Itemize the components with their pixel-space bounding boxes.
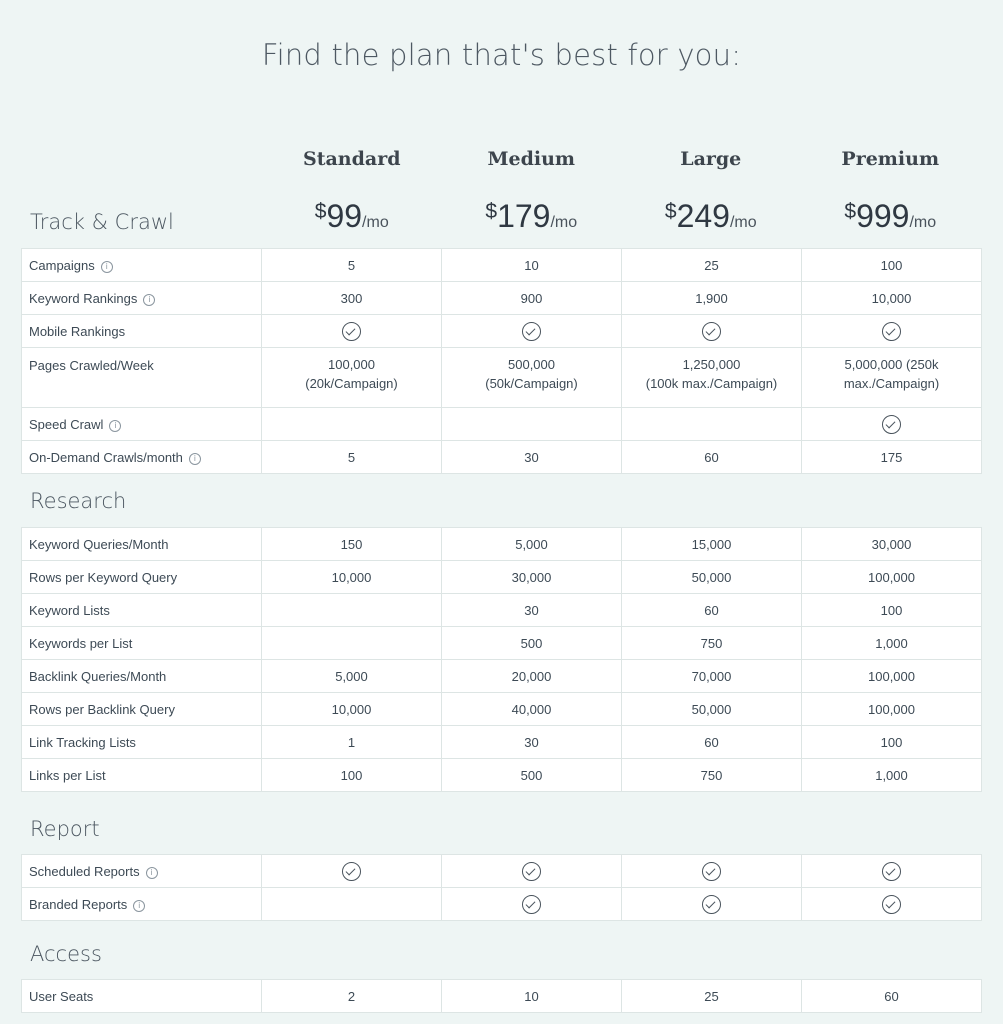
cell-value: 750 <box>700 635 723 651</box>
plan-value-cell <box>442 315 622 348</box>
feature-label-cell <box>22 282 262 315</box>
cell-value: 30,000 <box>871 536 912 552</box>
cell-value-line: (50k/Campaign) <box>485 376 578 391</box>
plan-value-cell <box>802 561 982 594</box>
plan-name: Medium <box>487 148 576 170</box>
table-row <box>22 660 982 693</box>
check-circle-icon <box>702 895 721 914</box>
plan-value-cell <box>442 441 622 474</box>
info-icon[interactable]: i <box>133 900 145 912</box>
currency-symbol: $ <box>314 200 327 223</box>
cell-value-line: 5,000,000 (250k <box>844 357 939 372</box>
table-row <box>22 561 982 594</box>
cell-value-line: (100k max./Campaign) <box>645 376 778 391</box>
table-row <box>22 249 982 282</box>
track-crawl-table <box>21 248 982 474</box>
plan-value-cell <box>262 759 442 792</box>
plan-value-cell <box>442 282 622 315</box>
cell-value: 40,000 <box>511 701 552 717</box>
cell-value: 750 <box>700 767 723 783</box>
plan-value-cell <box>442 348 622 408</box>
feature-label: Rows per Backlink Query <box>29 701 175 717</box>
cell-value: 20,000 <box>511 668 552 684</box>
table-row <box>22 528 982 561</box>
table-row <box>22 980 982 1013</box>
price-amount: 99 <box>326 198 363 234</box>
feature-label: Keywords per List <box>29 635 133 651</box>
cell-value-line: (20k/Campaign) <box>305 376 398 391</box>
cell-value: 60 <box>704 602 719 618</box>
section-title-research: Research <box>30 489 127 513</box>
cell-value: 50,000 <box>691 569 732 585</box>
plan-value-cell <box>802 315 982 348</box>
plan-value-cell <box>622 441 802 474</box>
feature-label-cell <box>22 980 262 1013</box>
feature-label-cell <box>22 693 262 726</box>
check-circle-icon <box>702 322 721 341</box>
feature-label: Keyword Lists <box>29 602 110 618</box>
plan-value-cell <box>802 441 982 474</box>
plan-value-cell <box>622 660 802 693</box>
cell-value: 100,000 <box>868 668 915 684</box>
cell-value: 60 <box>704 449 719 465</box>
cell-value: 50,000 <box>691 701 732 717</box>
plan-value-cell <box>622 561 802 594</box>
table-row <box>22 726 982 759</box>
feature-label: Speed Crawl <box>29 416 104 432</box>
plan-value-cell <box>802 855 982 888</box>
plan-value-cell <box>442 693 622 726</box>
plan-value-cell <box>262 528 442 561</box>
plan-value-cell <box>622 594 802 627</box>
cell-value: 30,000 <box>511 569 552 585</box>
plan-value-cell <box>622 726 802 759</box>
plan-value-cell <box>802 660 982 693</box>
plan-value-cell <box>622 408 802 441</box>
check-circle-icon <box>522 895 541 914</box>
plan-value-cell <box>802 348 982 408</box>
info-icon[interactable]: i <box>189 453 201 465</box>
feature-label-cell <box>22 249 262 282</box>
plan-value-cell <box>442 594 622 627</box>
plan-value-cell <box>442 408 622 441</box>
plan-price <box>442 198 622 235</box>
feature-label-cell <box>22 408 262 441</box>
plan-value-cell <box>262 726 442 759</box>
plan-value-cell <box>442 627 622 660</box>
cell-value: 30 <box>524 449 539 465</box>
plan-value-cell <box>622 348 802 408</box>
plan-value-cell <box>262 282 442 315</box>
cell-value: 100 <box>880 734 903 750</box>
cell-value: 5,000 <box>335 668 368 684</box>
plan-value-cell <box>622 627 802 660</box>
cell-value: 10,000 <box>331 569 372 585</box>
section-title-track-crawl: Track & Crawl <box>30 210 174 234</box>
plan-value-cell <box>802 282 982 315</box>
plan-value-cell <box>262 561 442 594</box>
cell-value: 100,000 <box>868 569 915 585</box>
cell-value: 2 <box>347 988 356 1004</box>
info-icon[interactable]: i <box>143 294 155 306</box>
feature-label-cell <box>22 726 262 759</box>
cell-value: 900 <box>520 290 543 306</box>
feature-label-cell <box>22 528 262 561</box>
price-period: /mo <box>362 214 389 231</box>
feature-label: Rows per Keyword Query <box>29 569 178 585</box>
plan-value-cell <box>442 855 622 888</box>
page-title: Find the plan that's best for you: <box>261 38 742 72</box>
plan-value-cell <box>802 693 982 726</box>
plan-name: Large <box>680 148 742 170</box>
plan-value-cell <box>802 594 982 627</box>
price-amount: 249 <box>676 198 730 234</box>
plan-value-cell <box>442 660 622 693</box>
check-circle-icon <box>522 322 541 341</box>
plan-value-cell <box>622 282 802 315</box>
feature-label: Mobile Rankings <box>29 323 126 339</box>
feature-label-cell <box>22 348 262 408</box>
cell-value-line: 100,000 <box>328 357 375 372</box>
cell-value-line: 1,250,000 <box>682 357 741 372</box>
table-row <box>22 282 982 315</box>
plan-value-cell <box>262 249 442 282</box>
plan-value-cell <box>802 888 982 921</box>
cell-value: 60 <box>884 988 899 1004</box>
cell-value: 25 <box>704 257 719 273</box>
price-period: /mo <box>550 214 578 231</box>
cell-value: 30 <box>524 734 539 750</box>
cell-value: 1,900 <box>695 290 728 306</box>
cell-value: 10 <box>524 257 539 273</box>
plan-value-cell <box>262 315 442 348</box>
research-table <box>21 527 982 792</box>
info-icon[interactable]: i <box>109 420 121 432</box>
plan-value-cell <box>442 528 622 561</box>
cell-value: 70,000 <box>691 668 732 684</box>
currency-symbol: $ <box>844 200 857 223</box>
cell-value: 1,000 <box>875 767 908 783</box>
cell-value-line: max./Campaign) <box>843 376 940 391</box>
feature-label: Scheduled Reports <box>29 863 140 879</box>
plan-name: Premium <box>841 148 940 170</box>
plan-value-cell <box>262 594 442 627</box>
check-circle-icon <box>882 862 901 881</box>
plan-value-cell <box>442 726 622 759</box>
cell-value: 5 <box>347 257 356 273</box>
info-icon[interactable]: i <box>146 867 158 879</box>
plan-header-row <box>262 148 980 235</box>
cell-value: 100 <box>340 767 363 783</box>
plan-value-cell <box>622 249 802 282</box>
plan-name: Standard <box>302 148 401 170</box>
feature-label: Branded Reports <box>29 896 128 912</box>
cell-value: 25 <box>704 988 719 1004</box>
feature-label-cell <box>22 594 262 627</box>
check-circle-icon <box>882 895 901 914</box>
check-circle-icon <box>342 862 361 881</box>
cell-value: 5,000 <box>515 536 548 552</box>
section-title-report: Report <box>30 817 100 841</box>
table-row <box>22 408 982 441</box>
access-table <box>21 979 982 1013</box>
price-period: /mo <box>909 214 937 231</box>
plan-value-cell <box>622 693 802 726</box>
feature-label-cell <box>22 627 262 660</box>
cell-value: 100,000 <box>868 701 915 717</box>
cell-value: 300 <box>340 290 363 306</box>
table-row <box>22 627 982 660</box>
plan-value-cell <box>262 348 442 408</box>
plan-value-cell <box>622 315 802 348</box>
plan-value-cell <box>622 759 802 792</box>
plan-price <box>621 198 801 235</box>
cell-value-line: 500,000 <box>508 357 555 372</box>
feature-label-cell <box>22 759 262 792</box>
currency-symbol: $ <box>485 200 498 223</box>
plan-column-standard <box>262 148 442 235</box>
cell-value: 10,000 <box>871 290 912 306</box>
currency-symbol: $ <box>664 200 677 223</box>
feature-label-cell <box>22 855 262 888</box>
table-row <box>22 759 982 792</box>
plan-value-cell <box>802 759 982 792</box>
plan-price <box>262 198 442 235</box>
cell-value: 500 <box>520 767 543 783</box>
plan-value-cell <box>622 888 802 921</box>
plan-column-medium <box>442 148 622 235</box>
check-circle-icon <box>882 322 901 341</box>
feature-label: Backlink Queries/Month <box>29 668 167 684</box>
plan-value-cell <box>442 888 622 921</box>
plan-value-cell <box>262 660 442 693</box>
plan-value-cell <box>802 627 982 660</box>
check-circle-icon <box>882 415 901 434</box>
table-row <box>22 315 982 348</box>
feature-label: Keyword Rankings <box>29 290 138 306</box>
plan-value-cell <box>262 980 442 1013</box>
cell-value: 1 <box>347 734 356 750</box>
check-circle-icon <box>702 862 721 881</box>
price-period: /mo <box>729 214 757 231</box>
report-table <box>21 854 982 921</box>
feature-label: Campaigns <box>29 257 95 273</box>
table-row <box>22 594 982 627</box>
plan-value-cell <box>622 528 802 561</box>
price-amount: 179 <box>497 198 551 234</box>
cell-value: 150 <box>340 536 363 552</box>
table-row <box>22 441 982 474</box>
plan-column-premium <box>801 148 981 235</box>
cell-value: 100 <box>880 257 903 273</box>
table-row <box>22 888 982 921</box>
cell-value: 15,000 <box>691 536 732 552</box>
check-circle-icon <box>522 862 541 881</box>
feature-label: Links per List <box>29 767 106 783</box>
plan-value-cell <box>622 980 802 1013</box>
plan-value-cell <box>802 408 982 441</box>
plan-value-cell <box>262 888 442 921</box>
cell-value: 100 <box>880 602 903 618</box>
plan-value-cell <box>442 759 622 792</box>
table-row <box>22 693 982 726</box>
feature-label: Link Tracking Lists <box>29 734 136 750</box>
section-title-access: Access <box>30 942 102 966</box>
info-icon[interactable]: i <box>101 261 113 273</box>
plan-value-cell <box>262 855 442 888</box>
plan-value-cell <box>262 408 442 441</box>
feature-label: Keyword Queries/Month <box>29 536 169 552</box>
cell-value: 500 <box>520 635 543 651</box>
plan-value-cell <box>262 627 442 660</box>
plan-value-cell <box>262 693 442 726</box>
feature-label-cell <box>22 315 262 348</box>
feature-label-cell <box>22 888 262 921</box>
cell-value: 60 <box>704 734 719 750</box>
plan-price <box>801 198 981 235</box>
feature-label-cell <box>22 561 262 594</box>
plan-value-cell <box>442 561 622 594</box>
plan-column-large <box>621 148 801 235</box>
cell-value: 10 <box>524 988 539 1004</box>
cell-value: 175 <box>880 449 903 465</box>
table-row <box>22 855 982 888</box>
cell-value: 5 <box>347 449 356 465</box>
plan-value-cell <box>442 980 622 1013</box>
check-circle-icon <box>342 322 361 341</box>
plan-value-cell <box>802 980 982 1013</box>
table-row <box>22 348 982 408</box>
cell-value: 30 <box>524 602 539 618</box>
plan-value-cell <box>262 441 442 474</box>
feature-label: On-Demand Crawls/month <box>29 449 183 465</box>
feature-label: Pages Crawled/Week <box>29 358 154 373</box>
plan-value-cell <box>442 249 622 282</box>
plan-value-cell <box>802 726 982 759</box>
plan-value-cell <box>622 855 802 888</box>
cell-value: 1,000 <box>875 635 908 651</box>
feature-label-cell <box>22 660 262 693</box>
price-amount: 999 <box>856 198 910 234</box>
plan-value-cell <box>802 528 982 561</box>
feature-label: User Seats <box>29 988 94 1004</box>
cell-value: 10,000 <box>331 701 372 717</box>
plan-value-cell <box>802 249 982 282</box>
feature-label-cell <box>22 441 262 474</box>
